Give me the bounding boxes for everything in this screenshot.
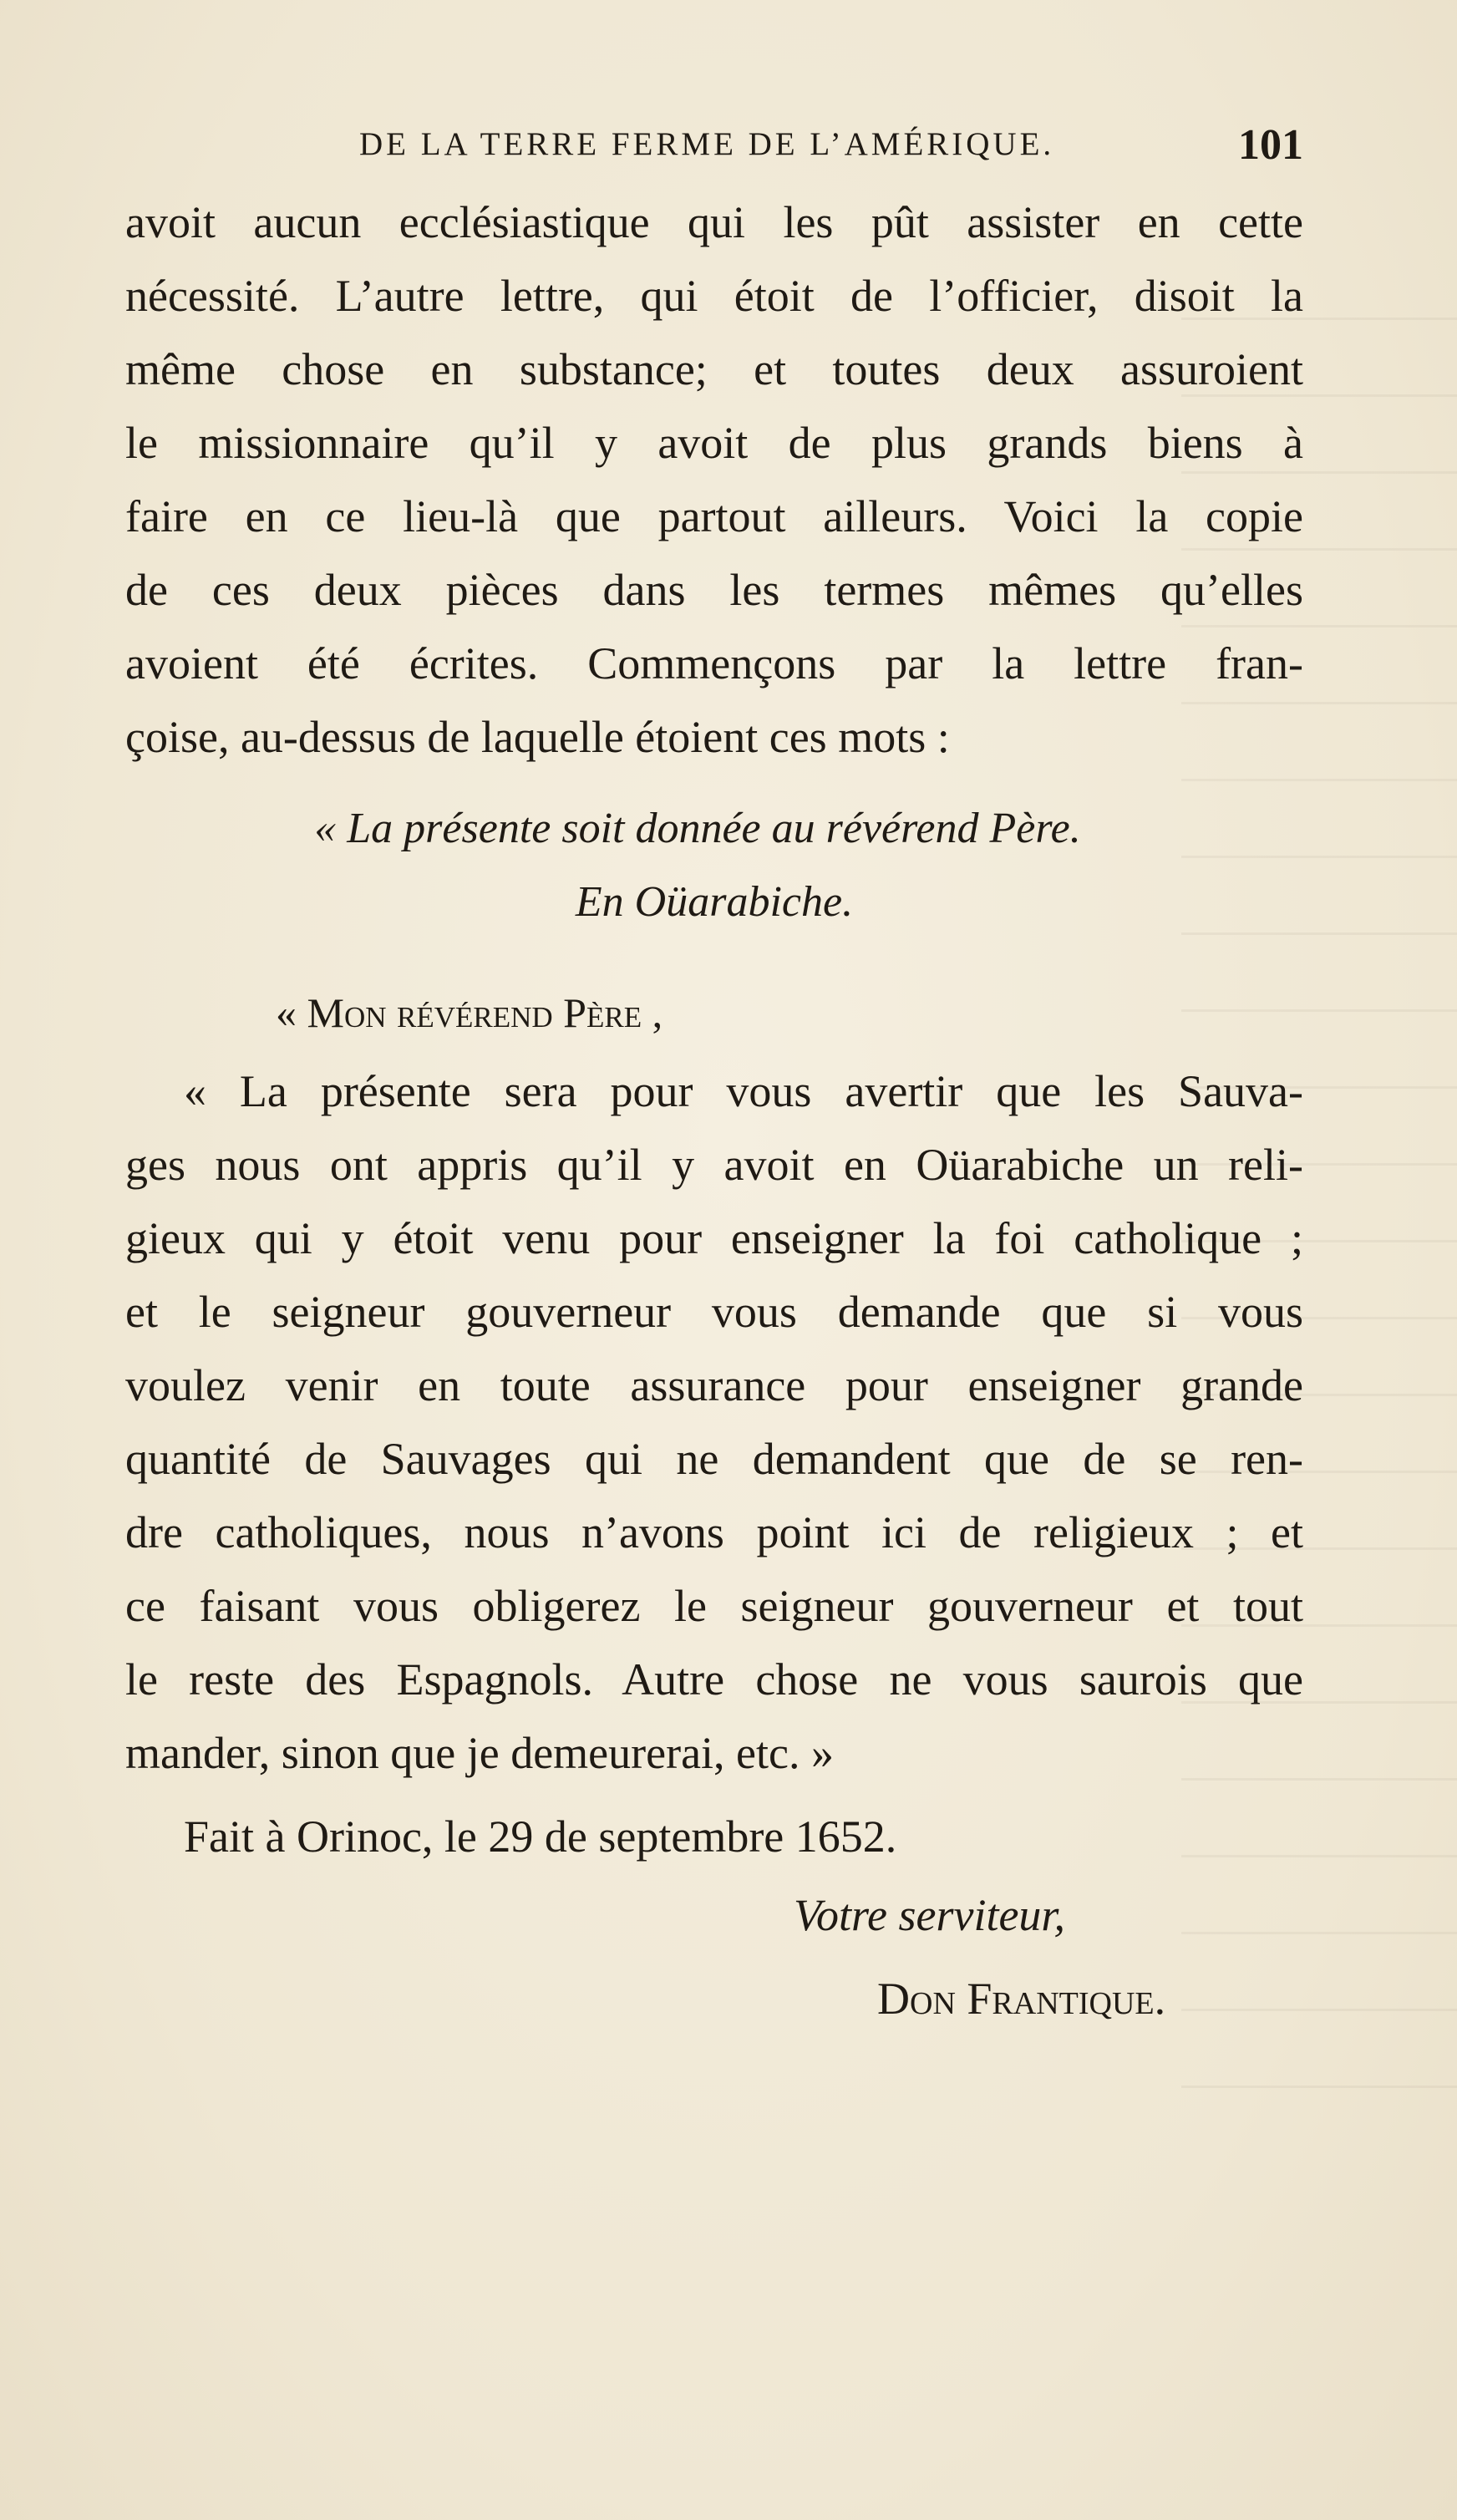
letter-signoff: Votre serviteur,: [794, 1890, 1065, 1940]
text-line: le missionnaire qu’il y avoit de plus grands biens à: [125, 418, 1303, 468]
page-body: [125, 185, 1303, 2035]
text-line: avoient été écrites. Commençons par la lettre fran-: [125, 638, 1303, 688]
text-line: voulez venir en toute assurance pour enseigner grande: [125, 1360, 1303, 1410]
text-line: ce faisant vous obligerez le seigneur gouverneur et tout: [125, 1581, 1303, 1631]
page-number: 101: [1238, 121, 1303, 169]
text-line: de ces deux pièces dans les termes mêmes qu’elles: [125, 565, 1303, 615]
letter-address: [125, 792, 1303, 939]
letter-signature: Don Frantique.: [877, 1974, 1166, 2024]
text-line: le reste des Espagnols. Autre chose ne vous saurois que: [125, 1654, 1303, 1705]
running-head: DE LA TERRE FERME DE L’AMÉRIQUE.: [359, 126, 1055, 162]
letter-dateline: Fait à Orinoc, le 29 de septembre 1652.: [184, 1811, 897, 1862]
text-line: nécessité. L’autre lettre, qui étoit de l’officier, disoit la: [125, 271, 1303, 321]
text-line: ges nous ont appris qu’il y avoit en Oüarabiche un reli-: [125, 1140, 1303, 1190]
text-line: çoise, au-dessus de laquelle étoient ces mots :: [125, 712, 950, 762]
text-line: faire en ce lieu-là que partout ailleurs. Voici la copie: [125, 491, 1303, 541]
text-line: quantité de Sauvages qui ne demandent que de se ren-: [125, 1434, 1303, 1484]
text-line: et le seigneur gouverneur vous demande que si vous: [125, 1287, 1303, 1337]
text-line: mander, sinon que je demeurerai, etc. »: [125, 1728, 834, 1778]
address-line: En Oüarabiche.: [575, 878, 854, 926]
text-line: dre catholiques, nous n’avons point ici de religieux ; et: [125, 1507, 1303, 1557]
letter-body: [125, 1054, 1303, 1790]
text-line: gieux qui y étoit venu pour enseigner la foi catholique ;: [125, 1213, 1303, 1263]
text-line: avoit aucun ecclésiastique qui les pût assister en cette: [125, 197, 1303, 247]
address-line: « La présente soit donnée au révérend Père.: [314, 805, 1081, 852]
text-line: « La présente sera pour vous avertir que les Sauva-: [184, 1066, 1303, 1116]
intro-paragraph: [125, 185, 1303, 774]
page-header: [125, 121, 1303, 175]
text-line: même chose en substance; et toutes deux assuroient: [125, 344, 1303, 394]
letter-salutation: « Mon révérend Père ,: [276, 989, 663, 1036]
